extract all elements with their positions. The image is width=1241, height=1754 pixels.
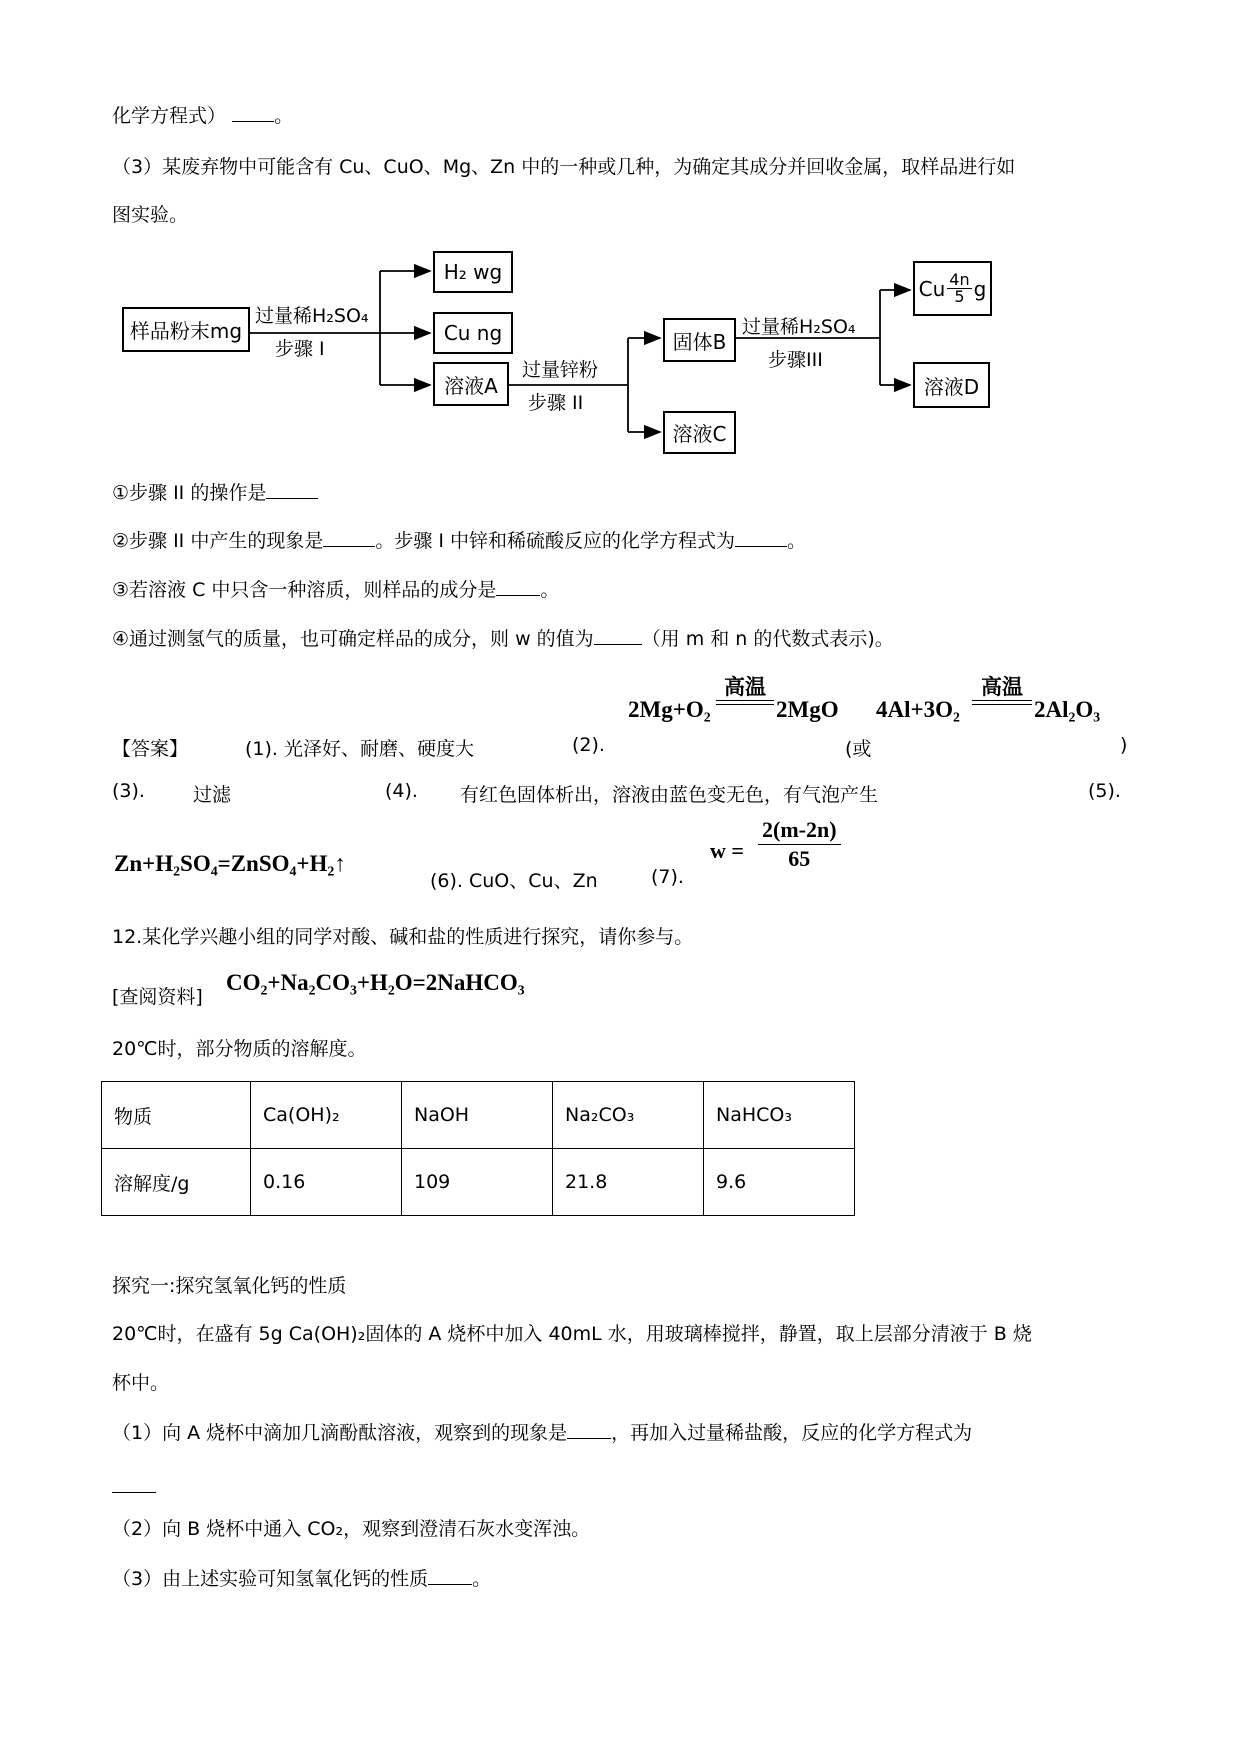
- subq-4-end: （用 m 和 n 的代数式表示)。: [641, 628, 894, 650]
- table-row: [102, 1149, 855, 1216]
- explore1-title: 探究一:探究氢氧化钙的性质: [112, 1275, 347, 1297]
- box-h2: [433, 251, 513, 293]
- box-solid-b: [663, 318, 736, 362]
- subq-2-text: ②步骤 II 中产生的现象是: [112, 530, 324, 552]
- answer-4-num: (4).: [385, 780, 418, 802]
- s1-mid: ，再加入过量稀盐酸，反应的化学方程式为: [611, 1422, 973, 1444]
- q12-ref-label: [查阅资料]: [112, 986, 203, 1008]
- answer-or-close: ): [1120, 734, 1128, 756]
- w-frac-num: 2(m-2n): [758, 819, 841, 845]
- eq1-right: 2MgO: [776, 697, 839, 722]
- answer-or-open: (或: [845, 738, 872, 760]
- table-cell: 物质: [102, 1082, 251, 1149]
- box-solution-d-label: 溶液D: [923, 374, 980, 399]
- eq2-cond-text: 高温: [981, 675, 1023, 699]
- cu-frac-num: 4n: [949, 270, 970, 289]
- subq-2-mid: 。步骤 I 中锌和稀硫酸反应的化学方程式为: [375, 530, 736, 552]
- table-cell: NaHCO₃: [704, 1082, 855, 1149]
- solubility-table: [101, 1081, 855, 1216]
- label-step2: 步骤 II: [528, 392, 584, 414]
- answer-3-text: 过滤: [193, 784, 232, 806]
- answer-2-num: (2).: [572, 734, 605, 756]
- box-cu-n: [433, 312, 513, 354]
- s3-end: 。: [472, 1568, 492, 1590]
- eq2-double-line: [972, 700, 1032, 705]
- label-step3: 步骤III: [768, 349, 823, 371]
- box-solution-c: [663, 411, 736, 454]
- answer-4-text: 有红色固体析出，溶液由蓝色变无色，有气泡产生: [460, 784, 879, 806]
- box-solution-a-label: 溶液A: [444, 373, 498, 398]
- subq-2-end: 。: [787, 530, 807, 552]
- box-solid-b-label: 固体B: [672, 329, 727, 354]
- table-cell: 9.6: [704, 1149, 855, 1216]
- eq2-left: 4Al+3O₂: [876, 697, 960, 722]
- explore1-line1: 20℃时，在盛有 5g Ca(OH)₂固体的 A 烧杯中加入 40mL 水，用玻璃棒搅拌，静置，取上层部分清液于 B 烧: [112, 1323, 1032, 1345]
- cu-unit: g: [973, 276, 987, 301]
- flow-arrows: [0, 230, 1241, 690]
- label-reagent1: 过量稀H₂SO₄: [255, 305, 369, 327]
- answer-7-num: (7).: [651, 866, 684, 888]
- box-cu-product: [913, 261, 992, 316]
- subq-1-text: ①步骤 II 的操作是: [112, 482, 267, 504]
- q12-solubility-intro: 20℃时，部分物质的溶解度。: [112, 1038, 367, 1060]
- answer-blank: [323, 528, 375, 547]
- eq2-condition: [972, 676, 1032, 705]
- cu-fraction: [947, 272, 971, 305]
- explore1-s3: [112, 1566, 491, 1591]
- box-h2-label: H₂ wg: [443, 260, 503, 284]
- answer-blank: [735, 528, 787, 547]
- q3-line2: 图实验。: [112, 204, 189, 226]
- w-label: w =: [710, 838, 744, 863]
- eq1-condition: [716, 676, 774, 705]
- line-text: 化学方程式）: [112, 105, 227, 127]
- s1-text: （1）向 A 烧杯中滴加几滴酚酞溶液，观察到的现象是: [112, 1422, 568, 1444]
- table-cell: Na₂CO₃: [553, 1082, 704, 1149]
- answer-5-num: (5).: [1088, 780, 1121, 802]
- s3-text: （3）由上述实验可知氢氧化钙的性质: [112, 1568, 429, 1590]
- line-end: 。: [274, 105, 294, 127]
- eq2-right: 2Al₂O₃: [1034, 697, 1101, 722]
- label-reagent3: 过量稀H₂SO₄: [742, 316, 856, 338]
- explore1-s2: （2）向 B 烧杯中通入 CO₂，观察到澄清石灰水变浑浊。: [112, 1518, 591, 1540]
- table-row: [102, 1082, 855, 1149]
- table-cell: NaOH: [402, 1082, 553, 1149]
- table-cell: 21.8: [553, 1149, 704, 1216]
- table-cell: 溶解度/g: [102, 1149, 251, 1216]
- w-frac-den: 65: [788, 846, 811, 871]
- subq-3-end: 。: [540, 579, 560, 601]
- answer-blank: [232, 103, 274, 122]
- box-solution-c-label: 溶液C: [672, 422, 727, 446]
- box-cu-n-label: Cu ng: [443, 321, 503, 345]
- answer-blank: [266, 480, 318, 499]
- w-frac: [758, 819, 841, 870]
- answer-3-num: (3).: [112, 780, 145, 802]
- table-cell: Ca(OH)₂: [251, 1082, 402, 1149]
- answer-blank: [112, 1492, 156, 1493]
- q3-line1: （3）某废弃物中可能含有 Cu、CuO、Mg、Zn 中的一种或几种，为确定其成分并回收金属，取样品进行如: [112, 156, 1016, 178]
- answer-label: 【答案】: [112, 738, 189, 760]
- answer-6: (6). CuO、Cu、Zn: [430, 870, 598, 892]
- answer-blank: [496, 577, 540, 596]
- box-sample-label: 样品粉末mg: [129, 319, 243, 343]
- cu-prefix: Cu: [918, 276, 946, 301]
- table-cell: 109: [402, 1149, 553, 1216]
- eq3: Zn+H₂SO₄=ZnSO₄+H₂↑: [114, 851, 346, 876]
- label-step1: 步骤 I: [275, 338, 325, 360]
- subq-4: [112, 626, 894, 651]
- cu-frac-den: 5: [954, 287, 965, 306]
- eq1-left: 2Mg+O₂: [628, 697, 711, 722]
- eq1-double-line: [716, 700, 774, 705]
- q12-title: 12.某化学兴趣小组的同学对酸、碱和盐的性质进行探究，请你参与。: [112, 926, 694, 948]
- answer-blank: [594, 626, 642, 645]
- subq-2: [112, 528, 806, 553]
- line-chem-equation: [112, 103, 293, 128]
- box-solution-d: [913, 362, 990, 408]
- answer-blank: [428, 1566, 472, 1585]
- answer-blank: [567, 1420, 611, 1439]
- w-fraction: [758, 819, 841, 870]
- explore1-line2: 杯中。: [112, 1372, 170, 1394]
- box-sample: [122, 307, 250, 352]
- subq-4-text: ④通过测氢气的质量，也可确定样品的成分，则 w 的值为: [112, 628, 594, 650]
- explore1-s1: [112, 1420, 972, 1445]
- eq1-cond-text: 高温: [724, 675, 766, 699]
- q12-ref-equation: CO₂+Na₂CO₃+H₂O=2NaHCO₃: [226, 970, 525, 995]
- label-reagent2: 过量锌粉: [522, 359, 599, 381]
- box-solution-a: [433, 362, 509, 406]
- subq-3-text: ③若溶液 C 中只含一种溶质，则样品的成分是: [112, 579, 497, 601]
- subq-3: [112, 577, 559, 602]
- subq-1: [112, 480, 318, 505]
- table-cell: 0.16: [251, 1149, 402, 1216]
- answer-1: (1). 光泽好、耐磨、硬度大: [245, 738, 474, 760]
